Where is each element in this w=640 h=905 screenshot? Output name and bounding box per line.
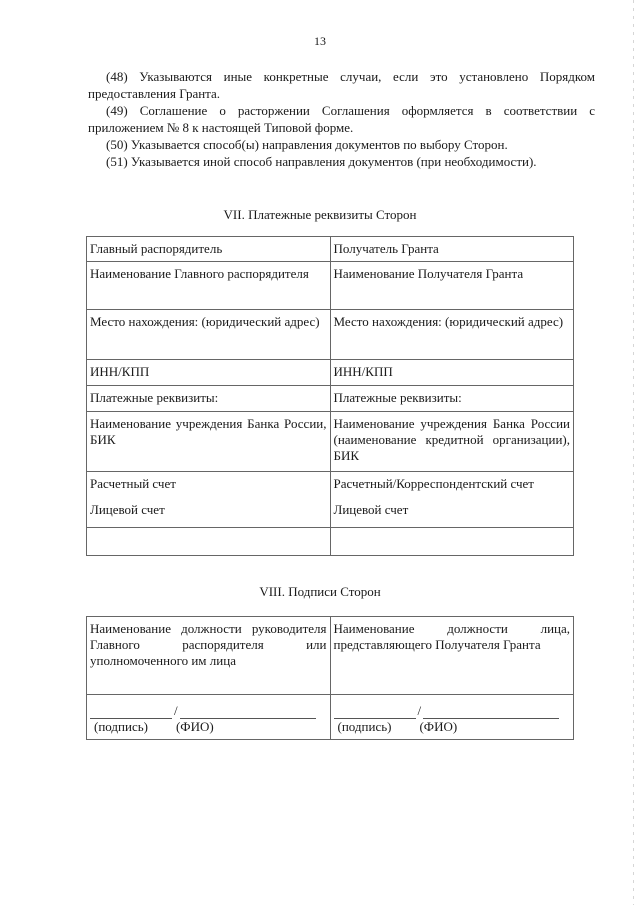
footnote-48: (48) Указываются иные конкретные случаи, если это установлено Порядком предоставления Гранта. — [88, 69, 595, 101]
table-cell — [330, 528, 574, 556]
account-label: Лицевой счет — [333, 502, 409, 517]
signature-line — [334, 699, 571, 719]
footnotes — [88, 68, 595, 170]
account-label: Расчетный/Корреспондентский счет — [333, 476, 534, 491]
table-cell: Наименование учреждения Банка России, БИК — [87, 412, 331, 472]
section-8-title: VIII. Подписи Сторон — [259, 584, 381, 599]
table-cell: Наименование Получателя Гранта — [330, 262, 574, 310]
table-row — [87, 360, 574, 386]
scan-edge-artifact — [633, 0, 634, 905]
footnote-50: (50) Указывается способ(ы) направления документов по выбору Сторон. — [106, 137, 508, 152]
signature-caption — [334, 719, 571, 735]
signature-cell — [87, 695, 331, 740]
account-label: Расчетный счет — [90, 476, 176, 491]
caption-sign: (подпись) — [337, 719, 392, 734]
table-row — [87, 695, 574, 740]
caption-name: (ФИО) — [175, 719, 214, 734]
table-cell — [87, 472, 331, 528]
table-row — [87, 528, 574, 556]
signature-cell — [330, 695, 574, 740]
page-number: 13 — [314, 34, 326, 48]
signature-blank — [90, 704, 172, 719]
table-cell: Наименование должности лица, представляющего Получателя Гранта — [330, 617, 574, 695]
payment-details-table — [86, 236, 574, 556]
signature-line — [90, 699, 327, 719]
table-cell: Платежные реквизиты: — [87, 386, 331, 412]
table-cell: Получатель Гранта — [330, 237, 574, 262]
table-cell: Место нахождения: (юридический адрес) — [330, 310, 574, 360]
table-row — [87, 472, 574, 528]
name-blank — [180, 704, 316, 719]
caption-sign: (подпись) — [94, 719, 148, 734]
footnote-49: (49) Соглашение о расторжении Соглашения оформляется в соответствии с приложением № 8 к настоящей Типовой форме. — [88, 103, 595, 135]
signatures-table — [86, 616, 574, 740]
signature-caption — [90, 719, 327, 735]
table-cell: Наименование должности руководителя Главного распорядителя или уполномоченного им лица — [87, 617, 331, 695]
table-row — [87, 386, 574, 412]
table-row — [87, 617, 574, 695]
table-cell — [330, 472, 574, 528]
table-cell: ИНН/КПП — [330, 360, 574, 386]
table-row — [87, 262, 574, 310]
footnote-51: (51) Указывается иной способ направления документов (при необходимости). — [106, 154, 537, 169]
name-blank — [423, 704, 559, 719]
table-cell: Наименование учреждения Банка России (наименование кредитной организации), БИК — [330, 412, 574, 472]
table-cell: Наименование Главного распорядителя — [87, 262, 331, 310]
table-cell: Платежные реквизиты: — [330, 386, 574, 412]
table-row — [87, 310, 574, 360]
section-7-title: VII. Платежные реквизиты Сторон — [223, 207, 417, 222]
account-label: Лицевой счет — [90, 502, 165, 517]
caption-name: (ФИО) — [419, 719, 458, 734]
table-row — [87, 237, 574, 262]
table-cell: ИНН/КПП — [87, 360, 331, 386]
table-cell: Место нахождения: (юридический адрес) — [87, 310, 331, 360]
table-row — [87, 412, 574, 472]
signature-blank — [334, 704, 416, 719]
separator-slash: / — [174, 703, 178, 718]
table-cell — [87, 528, 331, 556]
table-cell: Главный распорядитель — [87, 237, 331, 262]
separator-slash: / — [417, 703, 422, 718]
